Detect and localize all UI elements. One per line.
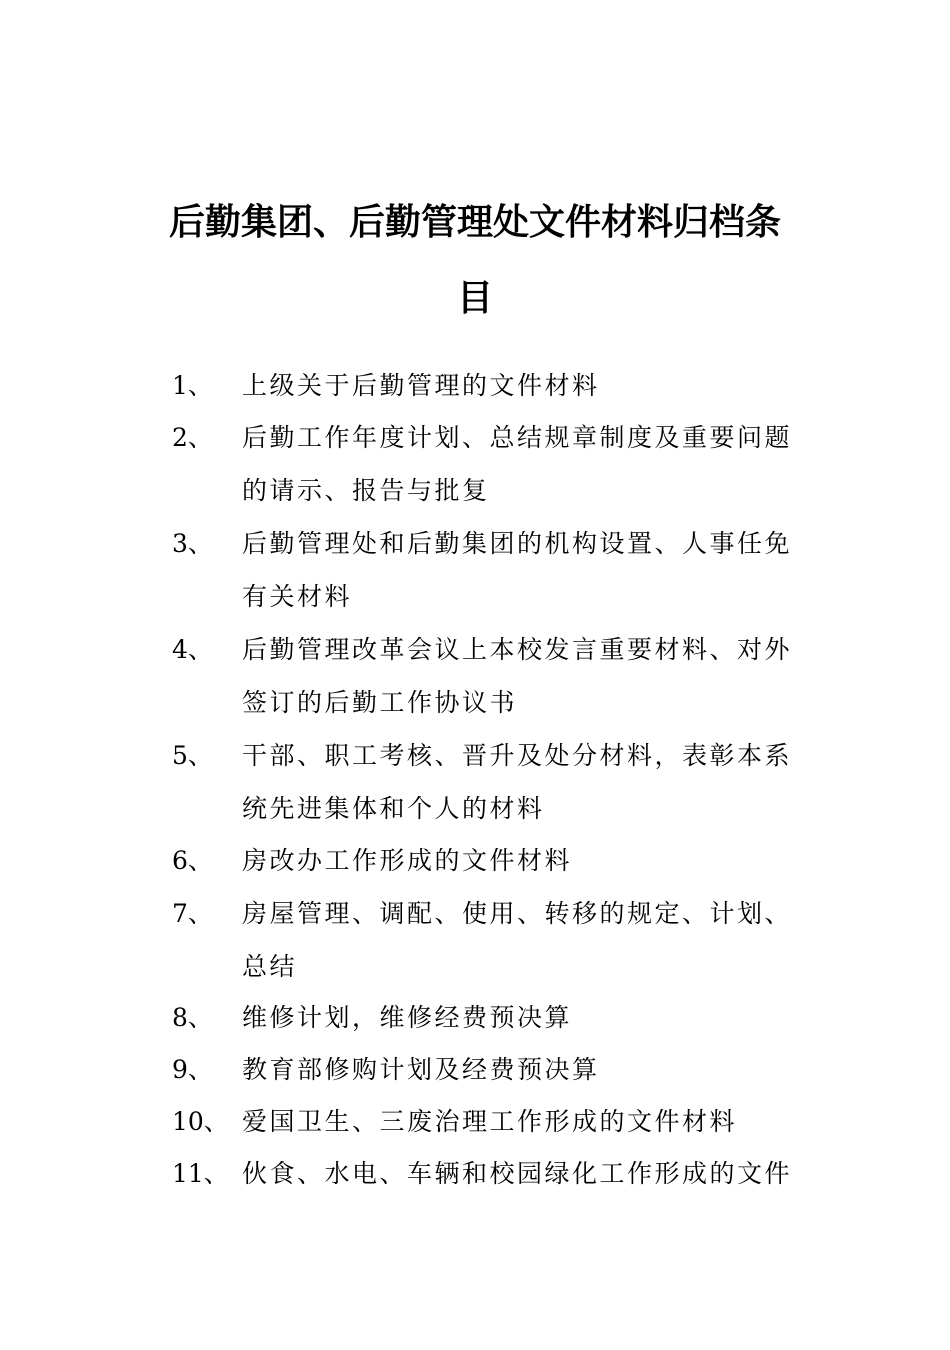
item-text: 后勤工作年度计划、总结规章制度及重要问题 — [242, 423, 793, 452]
item-number: 4、 — [172, 635, 213, 664]
item-text: 干部、职工考核、晋升及处分材料，表彰本系 — [242, 741, 793, 770]
item-text: 维修计划，维修经费预决算 — [242, 1003, 573, 1032]
item-number: 7、 — [172, 899, 213, 928]
item-text: 教育部修购计划及经费预决算 — [242, 1055, 600, 1084]
item-text: 房屋管理、调配、使用、转移的规定、计划、 — [242, 899, 793, 928]
item-text: 的请示、报告与批复 — [242, 476, 490, 505]
item-number: 1、 — [172, 371, 213, 400]
item-number: 10、 — [172, 1107, 229, 1136]
item-text: 有关材料 — [242, 582, 353, 611]
item-text: 签订的后勤工作协议书 — [242, 688, 518, 717]
item-text: 后勤管理处和后勤集团的机构设置、人事任免 — [242, 529, 793, 558]
item-number: 3、 — [172, 529, 213, 558]
item-number: 8、 — [172, 1003, 213, 1032]
item-text: 上级关于后勤管理的文件材料 — [242, 371, 600, 400]
item-number: 9、 — [172, 1055, 213, 1084]
document-title-line-1: 后勤集团、后勤管理处文件材料归档条 — [168, 202, 781, 243]
item-text: 房改办工作形成的文件材料 — [242, 846, 573, 875]
item-number: 11、 — [172, 1159, 229, 1188]
item-number: 6、 — [172, 846, 213, 875]
item-text: 统先进集体和个人的材料 — [242, 794, 545, 823]
document-title-line-2: 目 — [456, 278, 493, 319]
item-number: 5、 — [172, 741, 213, 770]
item-text: 总结 — [242, 952, 298, 981]
item-text: 爱国卫生、三废治理工作形成的文件材料 — [242, 1107, 738, 1136]
item-number: 2、 — [172, 423, 213, 452]
item-text: 后勤管理改革会议上本校发言重要材料、对外 — [242, 635, 793, 664]
item-text: 伙食、水电、车辆和校园绿化工作形成的文件 — [242, 1159, 793, 1188]
